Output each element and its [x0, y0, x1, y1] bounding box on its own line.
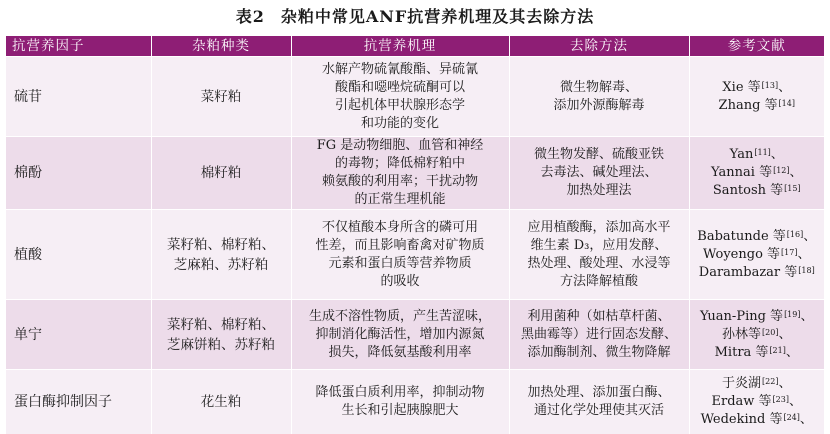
- reference-punct: 、: [797, 246, 811, 262]
- cell-mechanism: [291, 370, 509, 434]
- reference-number: [24]: [783, 412, 800, 422]
- cell-removal-line: 方法降解植酸: [559, 273, 638, 289]
- cell-removal-line: 维生素 D₃，应用发酵、: [530, 237, 668, 253]
- cell-removal-line: 热处理、酸处理、水浸等: [527, 255, 671, 271]
- table-number: 表2: [235, 7, 265, 26]
- cell-mechanism-line: 的毒物；降低棉籽粕中: [334, 156, 465, 171]
- cell-meal-line: 芝麻饼粕、苏籽粕: [167, 336, 275, 353]
- reference: [694, 182, 821, 200]
- reference: [694, 344, 821, 362]
- cell-mechanism-line: 的正常生理机能: [354, 192, 446, 207]
- cell-removal-line: 微生物解毒、: [559, 79, 638, 95]
- reference-number: [21]: [769, 345, 786, 355]
- reference-number: [20]: [762, 327, 779, 337]
- cell-mechanism-line: 引起机体甲状腺形态学: [334, 97, 465, 113]
- table-row: [6, 57, 824, 137]
- cell-meal: [151, 370, 291, 434]
- reference: [694, 375, 821, 393]
- cell-mechanism-line: 不仅植酸本身所含的磷可用: [321, 219, 478, 235]
- reference: [694, 97, 821, 115]
- cell-removal: [509, 300, 689, 370]
- reference-author: Darambazar 等: [698, 264, 798, 280]
- table-row: [6, 370, 824, 434]
- cell-meal-line: 花生粕: [200, 393, 242, 410]
- cell-mechanism-line: 损失，降低氨基酸利用率: [328, 344, 472, 360]
- reference-number: [13]: [761, 80, 779, 90]
- cell-mechanism-line: 抑制消化酶活性，增加内源氮: [315, 326, 485, 342]
- cell-refs: [689, 370, 824, 434]
- reference-punct: 、: [778, 79, 792, 95]
- cell-mechanism-line: 元素和蛋白质等营养物质: [328, 255, 472, 271]
- reference-number: [16]: [786, 229, 804, 239]
- cell-meal: [151, 210, 291, 300]
- cell-factor: 植酸: [6, 210, 151, 300]
- reference-number: [23]: [772, 394, 789, 404]
- reference-author: 孙林等: [722, 326, 762, 342]
- cell-removal-line: 添加酶制剂、微生物降解: [527, 344, 671, 360]
- reference-punct: 、: [778, 375, 792, 391]
- reference: [694, 264, 821, 282]
- reference: [694, 308, 821, 326]
- reference-author: Wedekind 等: [700, 411, 783, 427]
- cell-mechanism-line: 水解产物硫氰酸酯、异硫氰: [321, 61, 478, 77]
- reference: [694, 146, 821, 164]
- cell-mechanism-line: 降低蛋白质利用率，抑制动物: [315, 384, 485, 400]
- table-row: [6, 300, 824, 370]
- cell-mechanism-line: 酸酯和噁唑烷硫酮可以: [334, 79, 465, 95]
- reference-author: Yannai 等: [710, 165, 773, 180]
- reference-number: [15]: [784, 184, 801, 193]
- header-factor: 抗营养因子: [6, 36, 151, 57]
- cell-refs: [689, 210, 824, 300]
- cell-meal-line: 棉籽粕: [200, 165, 242, 181]
- cell-removal-line: 黑曲霉等）进行固态发酵、: [520, 326, 677, 342]
- cell-factor: 蛋白酶抑制因子: [6, 370, 151, 434]
- reference: [694, 411, 821, 429]
- cell-mechanism-line: 性差，而且影响畜禽对矿物质: [315, 237, 485, 253]
- table-caption: 杂粕中常见ANF抗营养机理及其去除方法: [280, 7, 595, 26]
- cell-removal-line: 加热处理法: [566, 183, 632, 198]
- cell-removal-line: 去毒法、碱处理法、: [540, 165, 658, 180]
- cell-mechanism-line: FG 是动物细胞、血管和神经: [316, 138, 484, 153]
- cell-mechanism: [291, 300, 509, 370]
- cell-meal-line: 菜籽粕、棉籽粕、: [167, 236, 275, 253]
- reference-number: [11]: [754, 148, 771, 157]
- reference-author: Santosh 等: [712, 183, 784, 198]
- reference-author: Xie 等: [722, 79, 761, 95]
- reference-punct: 、: [778, 326, 792, 342]
- cell-meal-line: 菜籽粕、棉籽粕、: [167, 316, 275, 333]
- reference-author: Yuan-Ping 等: [699, 308, 784, 324]
- reference-author: Mitra 等: [714, 344, 769, 360]
- cell-mechanism: [291, 210, 509, 300]
- table-row: [6, 210, 824, 300]
- reference: [694, 246, 821, 264]
- reference-punct: 、: [785, 344, 799, 360]
- cell-mechanism-line: 生长和引起胰腺肥大: [341, 402, 459, 418]
- cell-removal-line: 添加外源酶解毒: [553, 97, 645, 113]
- cell-mechanism-line: 赖氨酸的利用率；干扰动物: [321, 174, 478, 189]
- cell-refs: [689, 137, 824, 210]
- reference-number: [22]: [762, 376, 779, 386]
- reference: [694, 326, 821, 344]
- reference: [694, 393, 821, 411]
- reference-punct: 、: [788, 393, 802, 409]
- table-title: [0, 6, 830, 28]
- reference-author: Babatunde 等: [697, 228, 786, 244]
- reference-punct: 、: [800, 308, 814, 324]
- header-mechanism: 抗营养机理: [291, 36, 509, 57]
- cell-meal-line: 芝麻粕、苏籽粕: [173, 256, 269, 273]
- reference-author: Erdaw 等: [711, 393, 772, 409]
- cell-refs: [689, 57, 824, 137]
- reference-number: [12]: [773, 166, 790, 175]
- cell-factor: 硫苷: [6, 57, 151, 137]
- cell-removal-line: 加热处理、添加蛋白酶、: [527, 384, 671, 400]
- table-row: [6, 137, 824, 210]
- cell-meal: [151, 137, 291, 210]
- anf-table: [6, 36, 824, 434]
- cell-mechanism-line: 的吸收: [380, 273, 420, 289]
- cell-meal: [151, 300, 291, 370]
- cell-mechanism-line: 和功能的变化: [360, 115, 439, 131]
- reference-author: Zhang 等: [718, 97, 778, 113]
- header-refs: 参考文献: [689, 36, 824, 57]
- reference-author: Yan: [729, 147, 754, 162]
- cell-factor: 棉酚: [6, 137, 151, 210]
- reference-number: [18]: [798, 265, 815, 275]
- reference-punct: 、: [799, 411, 813, 427]
- reference: [694, 79, 821, 97]
- cell-removal: [509, 210, 689, 300]
- reference-punct: 、: [803, 228, 817, 244]
- cell-meal-line: 菜籽粕: [200, 88, 242, 105]
- cell-removal-line: 应用植酸酶，添加高水平: [527, 219, 671, 235]
- cell-removal-line: 通过化学处理使其灭活: [533, 402, 664, 418]
- cell-mechanism-line: 生成不溶性物质，产生苦涩味，: [308, 308, 491, 324]
- cell-factor: 单宁: [6, 300, 151, 370]
- reference: [694, 228, 821, 246]
- cell-removal-line: 利用菌种（如枯草杆菌、: [527, 308, 671, 324]
- cell-removal: [509, 370, 689, 434]
- header-removal: 去除方法: [509, 36, 689, 57]
- reference: [694, 164, 821, 182]
- cell-meal: [151, 57, 291, 137]
- reference-number: [19]: [784, 309, 801, 319]
- reference-punct: 、: [789, 165, 803, 180]
- cell-refs: [689, 300, 824, 370]
- reference-author: 于炎湖: [722, 375, 762, 391]
- reference-punct: 、: [770, 147, 784, 162]
- cell-mechanism: [291, 137, 509, 210]
- reference-number: [17]: [781, 247, 798, 257]
- header-meal: 杂粕种类: [151, 36, 291, 57]
- table-header-row: [6, 36, 824, 57]
- reference-number: [14]: [778, 98, 795, 108]
- cell-mechanism: [291, 57, 509, 137]
- reference-author: Woyengo 等: [703, 246, 781, 262]
- cell-removal: [509, 137, 689, 210]
- cell-removal: [509, 57, 689, 137]
- cell-removal-line: 微生物发酵、硫酸亚铁: [533, 147, 664, 162]
